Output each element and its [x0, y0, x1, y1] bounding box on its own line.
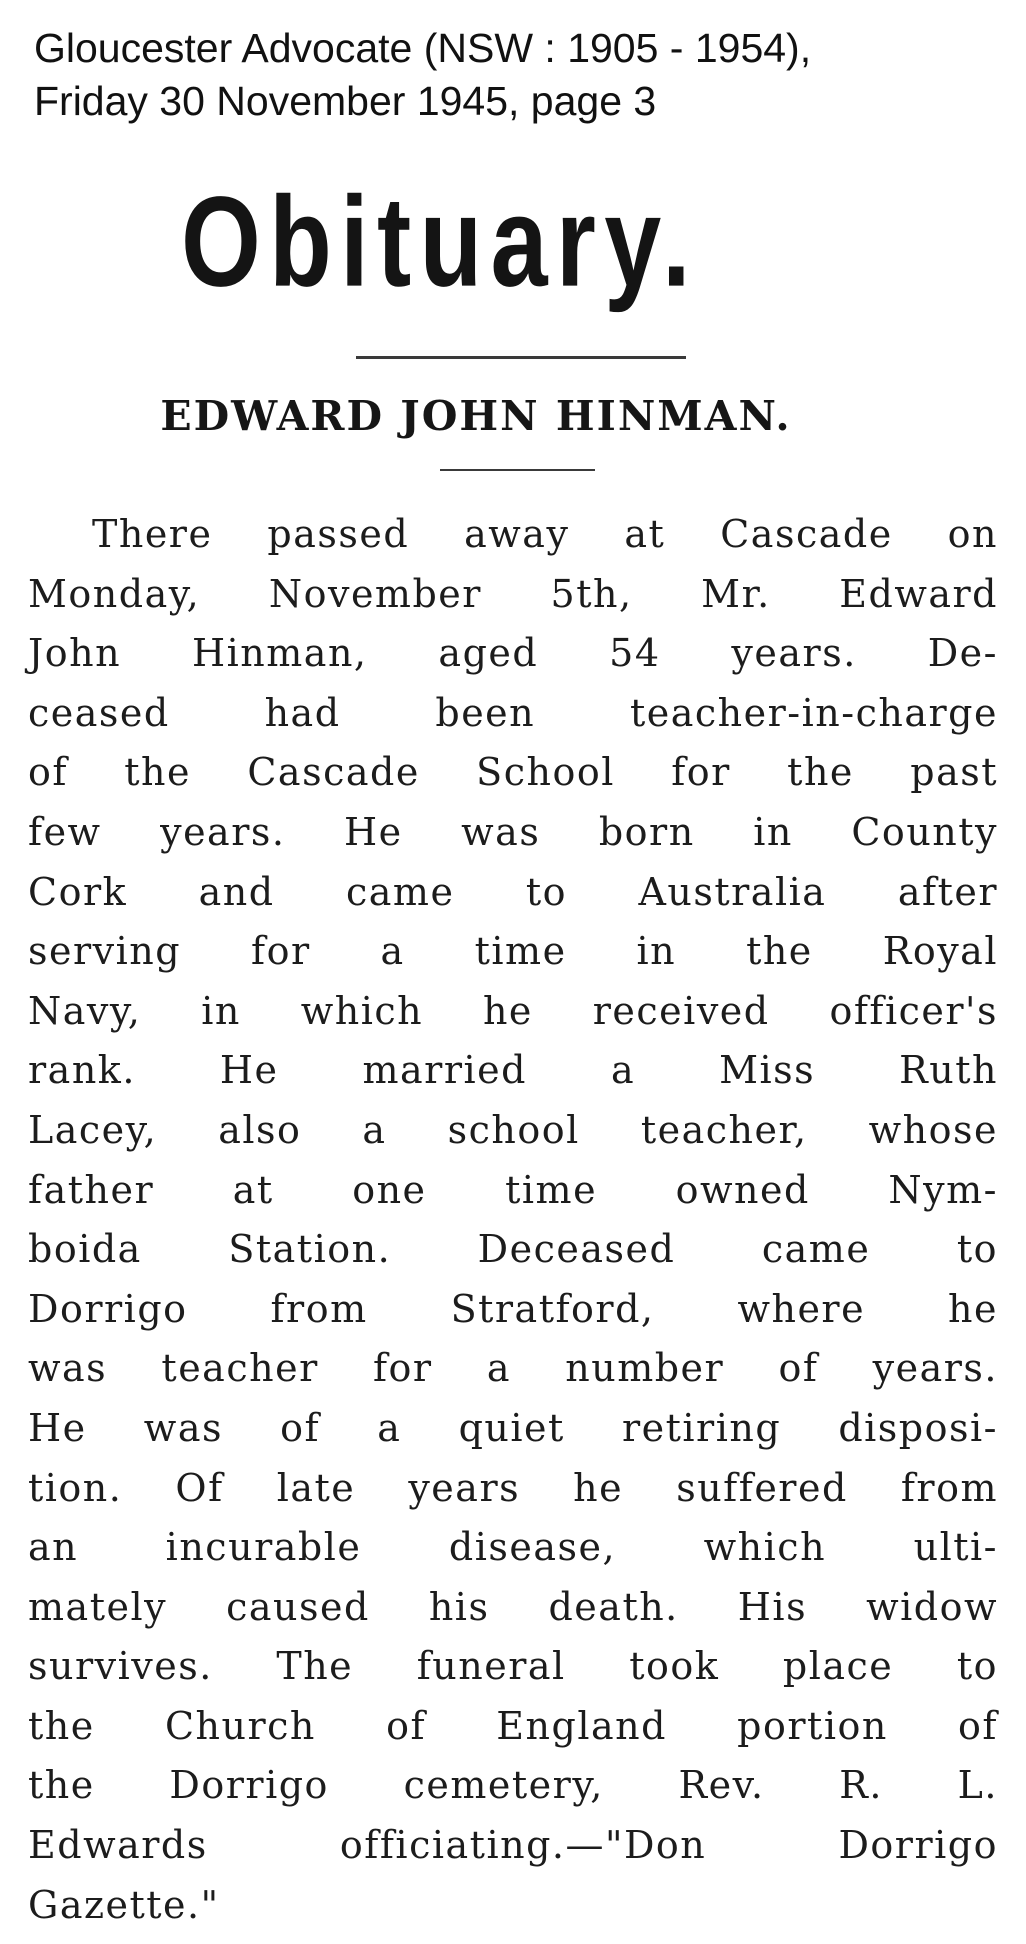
article-line: Gazette."	[28, 1882, 220, 1927]
article-line: father at one time owned Nym-	[28, 1167, 998, 1212]
article-line: an incurable disease, which ulti-	[28, 1525, 998, 1570]
section-heading: Obituary.	[181, 170, 699, 313]
article-line: There passed away at Cascade on	[92, 512, 998, 556]
article-line: Navy, in which he received officer's	[28, 988, 998, 1033]
article-line: of the Cascade School for the past	[28, 750, 998, 795]
source-citation-line-2: Friday 30 November 1945, page 3	[34, 78, 657, 124]
article-line: the Church of England portion of	[28, 1703, 998, 1748]
article-line: tion. Of late years he suffered from	[28, 1465, 998, 1510]
article-line: survives. The funeral took place to	[28, 1644, 998, 1689]
article-line: John Hinman, aged 54 years. De-	[28, 631, 998, 676]
article-line: Edwards officiating.—"Don Dorrigo	[28, 1823, 998, 1868]
source-citation-line-1: Gloucester Advocate (NSW : 1905 - 1954),	[34, 25, 812, 71]
divider-rule-top	[356, 356, 686, 359]
article-line: He was of a quiet retiring disposi-	[28, 1405, 998, 1450]
article-line: the Dorrigo cemetery, Rev. R. L.	[28, 1763, 998, 1808]
article-line: few years. He was born in County	[28, 809, 998, 854]
article-line: ceased had been teacher-in-charge	[28, 690, 998, 735]
obituary-headline: EDWARD JOHN HINMAN.	[160, 392, 792, 440]
divider-rule-bottom	[440, 469, 595, 471]
article-line: Dorrigo from Stratford, where he	[28, 1286, 998, 1331]
article-line: serving for a time in the Royal	[28, 929, 998, 974]
article-line: Monday, November 5th, Mr. Edward	[28, 571, 998, 616]
article-line: mately caused his death. His widow	[28, 1584, 998, 1629]
article-body	[28, 505, 998, 1935]
article-line: was teacher for a number of years.	[28, 1346, 998, 1391]
article-line: Lacey, also a school teacher, whose	[28, 1107, 998, 1152]
article-line: rank. He married a Miss Ruth	[28, 1048, 998, 1093]
article-line: Cork and came to Australia after	[28, 869, 998, 914]
article-line: boida Station. Deceased came to	[28, 1227, 998, 1272]
source-citation	[34, 22, 994, 128]
